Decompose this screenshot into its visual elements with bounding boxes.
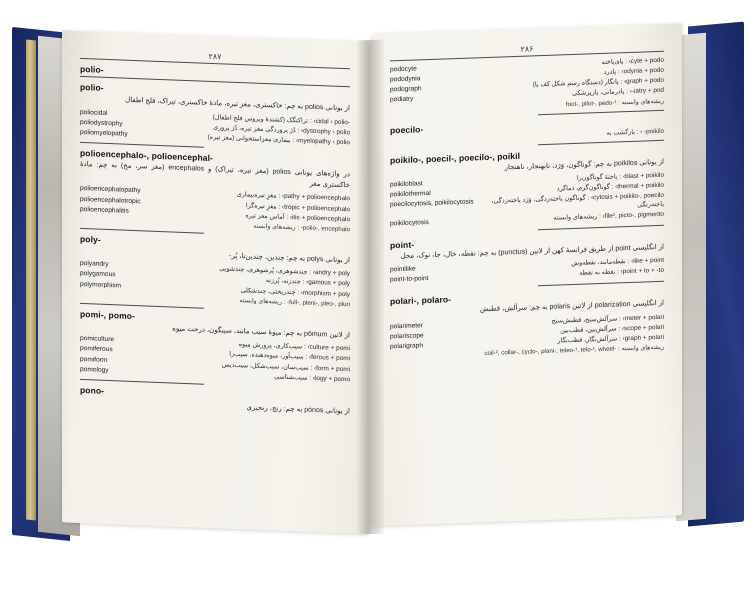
rule-separator bbox=[80, 379, 204, 385]
folio-right: ۲۸۶ bbox=[520, 44, 534, 54]
sub-entry-definition: gamous + poly› : چندزنه، پُرزنه bbox=[265, 277, 350, 288]
sub-entry-definition: culture + pomi› : سیب‌کاری، پرورش میوه bbox=[238, 341, 350, 353]
sub-entry-term: polariscope bbox=[390, 331, 424, 341]
sub-entry-term: pomiferous bbox=[80, 345, 113, 354]
left-page-column bbox=[62, 30, 368, 534]
headword: pono- bbox=[80, 385, 105, 397]
sub-entry-term: polygamous bbox=[80, 270, 116, 279]
sub-entry-term: pomiculture bbox=[80, 335, 115, 344]
sub-entry-term: podiatry bbox=[390, 95, 414, 104]
headword: poecilo- bbox=[390, 123, 424, 135]
sub-entry-term: polarimeter bbox=[390, 321, 423, 330]
sub-entry-definition: tropic + polioencephalo› : مغزِ تیره‌گرا bbox=[245, 201, 350, 213]
sub-entry-term: poliocidal bbox=[80, 108, 108, 117]
sub-entry-definition: itis + polioencephalo› : آماس مغز تیره bbox=[245, 211, 350, 224]
sub-entry-definition: pathy + polioencephalo› : مغزِ تیره‌بیماری bbox=[236, 191, 350, 203]
dictionary-entry bbox=[390, 231, 664, 286]
rule-separator bbox=[538, 281, 664, 286]
dictionary-entry bbox=[80, 309, 350, 385]
entry-gloss: از یونانی polys به چم: چندین، چندین‌تا، پُر- bbox=[229, 252, 350, 265]
headword: polari-, polaro- bbox=[390, 294, 452, 307]
sub-entry-term: point-to-point bbox=[390, 275, 429, 284]
sub-entry-definition: -cidal ‹ polio› : تراکنگک (کشندهٔ ویروس فلج اطفال) bbox=[212, 113, 350, 126]
entry-gloss: از انگلیسی point از طریق فرانسهٔ کهن از لاتین (punctus) به چم: نقطه، خال، جا، نوک، محل bbox=[400, 243, 664, 260]
folio-left: ۲۸۷ bbox=[208, 51, 222, 62]
headword: point- bbox=[390, 239, 415, 251]
headword: pomi-, pomo- bbox=[80, 308, 136, 321]
rule-separator bbox=[538, 139, 664, 144]
headword: poikilo-, poecil-, poecilo-, poikil bbox=[390, 150, 521, 165]
sub-entry-term: poecilocytosis, poikilocytosis bbox=[390, 198, 474, 209]
sub-entry-definition: form + pomi› : سیب‌سان، سیب‌شکل، سیب‌دیس bbox=[221, 360, 350, 373]
sub-entry-definition: scope + polari› : سرآلش‌بین، قطب‌بین bbox=[560, 323, 664, 335]
sub-entry-term: poikilocytosis bbox=[390, 219, 429, 228]
sub-entry-definition: myelopathy ‹ polio› : بیماری مغزاستخوانی (مغز تیره) bbox=[207, 133, 350, 147]
sub-entry-definition: dystrophy ‹ polio› : دُژ پروردگی مغز تیره، دُژ پروری bbox=[213, 123, 350, 136]
sub-entry-definition: cyte + podo› : پای‌یاخته bbox=[601, 56, 664, 66]
dictionary-entry bbox=[390, 57, 664, 114]
sub-entry-definition: blast + poikilo› : یاختهٔ گوناگون‌زا bbox=[576, 171, 664, 182]
sub-entry-term: polarigraph bbox=[390, 342, 423, 351]
entry-gloss: از یونانی poikilos به چم: گوناگون، وَرَد، نابهنجار، ناهنجار bbox=[504, 158, 664, 171]
related-roots: polio-, encephalo- : ریشه‌های وابسته bbox=[253, 222, 350, 234]
sub-entry-definition: logy + pomo› : سیب‌شناسی bbox=[274, 373, 350, 383]
entry-gloss: از انگلیسی polarization از لاتین polaris به چم: سرآلش، قطبش bbox=[480, 299, 664, 314]
sub-entry-definition: cytosis + poikilo-, poecilo› : گوناگون یاخته‌زدگی، وَرَد یاخته‌زدگی، یاخته‌رنگی bbox=[491, 192, 664, 209]
right-page-column bbox=[372, 23, 682, 526]
sub-entry-definition: thermal + poikilo› : گوناگون‌گرم، دماگرد bbox=[556, 182, 664, 193]
sub-entry-term: polioencephalitis bbox=[80, 205, 129, 215]
entry-gloss: از یونانی polios به چم: خاکستری، مغز تیره، مادهٔ خاکستری، تیراک، فلج اطفال bbox=[125, 96, 350, 113]
sub-entry-term: polyandry bbox=[80, 260, 109, 269]
sub-entry-definition: like + point› : نقطه‌مانند، نقطه‌وش bbox=[571, 257, 664, 268]
sub-entry-term: podocyte bbox=[390, 65, 417, 74]
sub-entry-definition: odynia + podo› : پادرد bbox=[603, 66, 664, 77]
rule-separator bbox=[80, 228, 204, 234]
rule-separator bbox=[538, 109, 664, 114]
entry-gloss: در واژه‌های یونانی polios (مغز تیره، تیراک) و encephalos (مغز سر، مخ) به چم: مادهٔ خاکستری مغز bbox=[80, 161, 350, 190]
dictionary-entry bbox=[390, 115, 664, 144]
sub-entry-definition: iatry + pod-› : پادرمانی، پازپزشکی bbox=[572, 87, 664, 98]
dictionary-entry bbox=[80, 82, 350, 148]
sub-entry-definition: meter + polari› : سرآلش‌سنج، قطبش‌سنج bbox=[551, 313, 664, 325]
dictionary-entry bbox=[390, 287, 664, 360]
sub-entry-definition: andry + poly› : چندشوهری، پُرشوهری، چندشویی bbox=[219, 265, 350, 278]
dictionary-entry bbox=[80, 148, 350, 233]
related-roots: coil-², collar-, cyclo-, plani-, teleo-¹, telo-¹, wheel- : ریشه‌های وابسته bbox=[484, 343, 664, 358]
book-spine-gilt bbox=[26, 39, 36, 520]
related-roots: full-, pleni-, pleo-, pluri- : ریشه‌های وابسته bbox=[239, 296, 350, 309]
dictionary-entry bbox=[390, 145, 664, 229]
sub-entry-term: polioencephalopathy bbox=[80, 185, 141, 195]
sub-entry-term: poliomyelopathy bbox=[80, 128, 128, 138]
related-roots: foot-, pilot-, pedo-¹ : ریشه‌های وابسته bbox=[565, 97, 664, 108]
left-page bbox=[62, 30, 368, 534]
sub-entry-term: poliodystrophy bbox=[80, 118, 123, 128]
sub-entry-term: pomiform bbox=[80, 355, 108, 364]
sub-entry-term: poikilothermal bbox=[390, 190, 431, 199]
sub-entry-definition: morphism + poly› : چندریختی، چندشکلی bbox=[240, 286, 350, 298]
rule-separator bbox=[80, 303, 204, 309]
sub-entry-term: pointilike bbox=[390, 265, 416, 274]
entry-gloss: از لاتین pōmum به چم: میوهٔ سیب مانند، سیبگون، درخت میوه bbox=[172, 325, 350, 340]
sub-entry-term: polymorphism bbox=[80, 280, 122, 290]
rule-separator bbox=[538, 225, 664, 230]
sub-entry-term: podograph bbox=[390, 85, 422, 94]
dictionary-entry bbox=[80, 234, 350, 308]
sub-entry-definition: point + to + -to› : نقطه به نقطه bbox=[579, 267, 664, 278]
sub-entry-definition: file², picto-, pigmento› : ریشه‌های وابسته bbox=[553, 210, 664, 222]
sub-entry-term: poikiloblast bbox=[390, 180, 423, 189]
sub-entry-term: polioencephalotropic bbox=[80, 195, 141, 205]
entry-gloss: از یونانی pónos به چم: رنج، رنجبری bbox=[246, 404, 350, 416]
right-page bbox=[372, 23, 682, 526]
sub-entry-definition: graph + podo› : پانگار (دستگاه رسم شکل کف پا) bbox=[532, 77, 664, 89]
rule-separator bbox=[80, 142, 204, 148]
headword: polio- bbox=[80, 63, 104, 75]
dictionary-entry bbox=[80, 385, 350, 418]
headword: polioencephalo-, polioencephal- bbox=[80, 148, 213, 164]
headword: poly- bbox=[80, 233, 101, 245]
sub-entry-definition: graph + polari› : سرآلش‌نگار، قطب‌نگار bbox=[557, 333, 664, 345]
headword: polio- bbox=[80, 81, 104, 93]
cross-reference: poikilo- ‹ : بازگشت به bbox=[606, 127, 664, 137]
sub-entry-term: pododynia bbox=[390, 75, 421, 84]
sub-entry-term: pomology bbox=[80, 365, 109, 374]
sub-entry-definition: ferous + pomi› : سیب‌آور، میوه‌دهنده، سیب‌زا bbox=[229, 351, 350, 363]
